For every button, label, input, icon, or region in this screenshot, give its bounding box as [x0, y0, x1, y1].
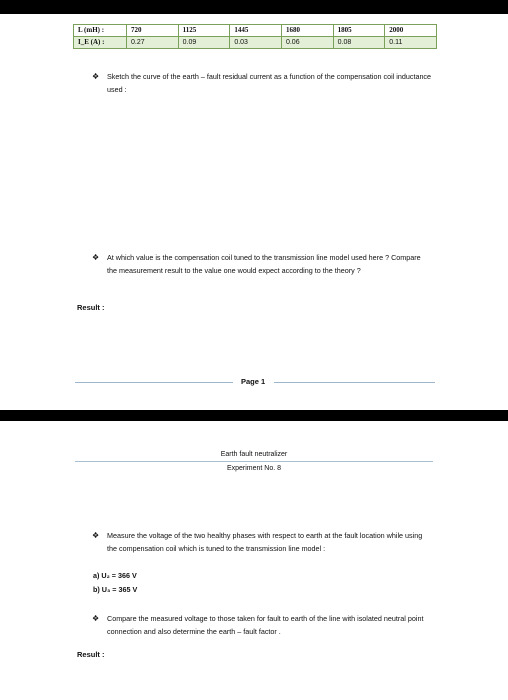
table-cell: 720 — [127, 25, 179, 37]
header-divider — [75, 461, 433, 462]
table-cell: 0.08 — [333, 37, 385, 49]
document-page-2 — [0, 421, 508, 700]
footer-divider — [75, 382, 233, 383]
table-cell: 1680 — [281, 25, 333, 37]
bullet-text: Measure the voltage of the two healthy phases with respect to earth at the fault location while using the compensation coil which is tuned to the transmission line model : — [107, 531, 423, 553]
answer-item-a: a) U₂ = 366 V — [93, 571, 137, 580]
result-label: Result : — [77, 650, 105, 659]
table-row-header: L (mH) : — [74, 25, 127, 37]
diamond-bullet-icon: ❖ — [92, 72, 100, 81]
table-cell: 1125 — [178, 25, 230, 37]
bullet-text: Sketch the curve of the earth – fault residual current as a function of the compensation coil inductance used : — [107, 72, 432, 94]
bullet-text: At which value is the compensation coil tuned to the transmission line model used here ? Compare the measurement result to the value one would expect according to the theory ? — [107, 253, 421, 275]
result-label: Result : — [77, 303, 105, 312]
table-cell: 2000 — [385, 25, 437, 37]
document-page-1 — [0, 14, 508, 410]
table-cell: 0.27 — [127, 37, 179, 49]
diamond-bullet-icon: ❖ — [92, 531, 100, 540]
page-header-title: Earth fault neutralizer — [220, 451, 288, 458]
table-cell: 0.11 — [385, 37, 437, 49]
table-cell: 0.03 — [230, 37, 282, 49]
table-cell: 1805 — [333, 25, 385, 37]
table-row — [74, 25, 437, 37]
answer-item-b: b) U₃ = 365 V — [93, 585, 138, 594]
table-cell: 1445 — [230, 25, 282, 37]
table-row — [74, 37, 437, 49]
footer-divider — [274, 382, 435, 383]
bullet-text: Compare the measured voltage to those taken for fault to earth of the line with isolated neutral point connection and also determine the earth – fault factor . — [107, 614, 424, 636]
page-number: Page 1 — [241, 377, 266, 386]
page-header-subtitle: Experiment No. 8 — [226, 465, 282, 472]
table-cell: 0.06 — [281, 37, 333, 49]
table-row-header: I_E (A) : — [74, 37, 127, 49]
measurement-table — [73, 24, 437, 49]
diamond-bullet-icon: ❖ — [92, 253, 100, 262]
table-cell: 0.09 — [178, 37, 230, 49]
diamond-bullet-icon: ❖ — [92, 614, 100, 623]
